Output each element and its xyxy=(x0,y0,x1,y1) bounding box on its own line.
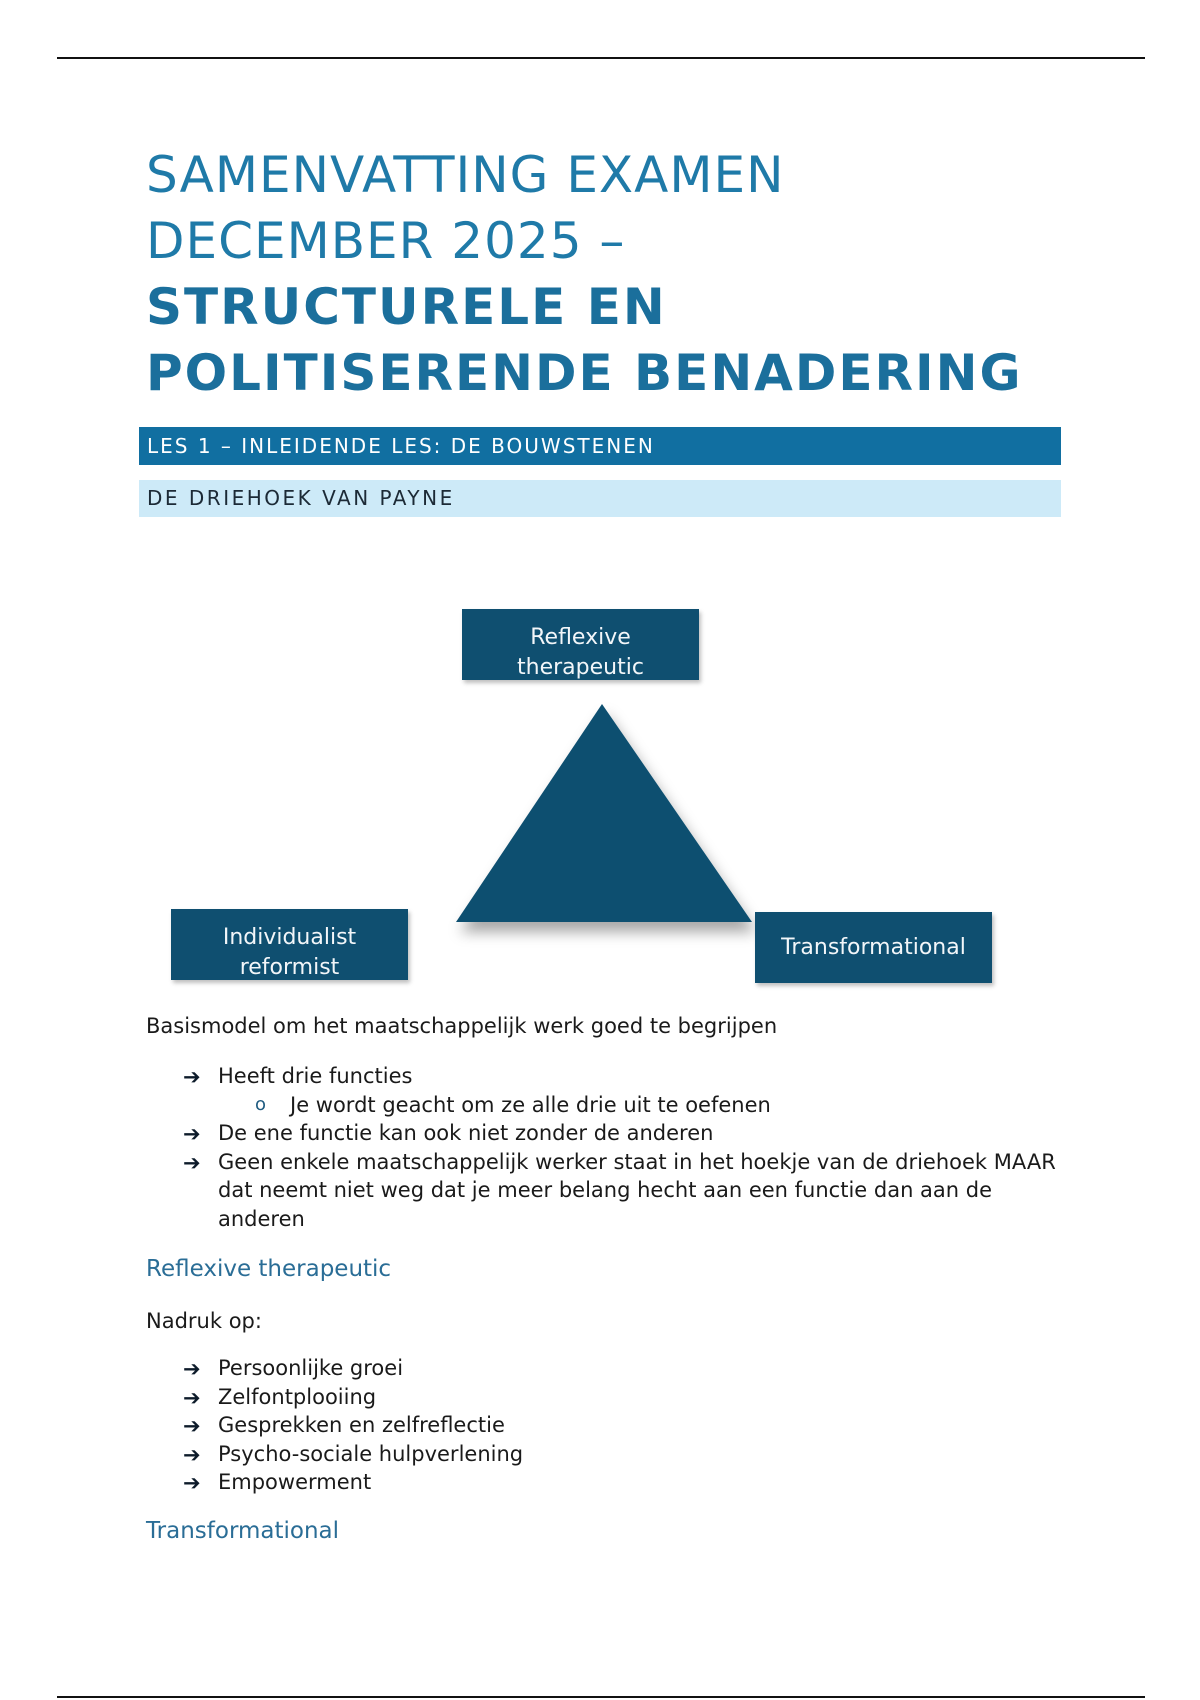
list-item-text: Geen enkele maatschappelijk werker staat in het hoekje van de driehoek MAAR dat neemt niet weg dat je meer belang hecht aan een functie dan aan de anderen xyxy=(218,1149,1056,1231)
node-individualist-reformist xyxy=(171,909,408,980)
list-item xyxy=(183,1062,1063,1119)
arrow-icon: ➔ xyxy=(183,1442,201,1467)
list-item-text: Psycho-sociale hulpverlening xyxy=(218,1441,524,1466)
arrow-icon: ➔ xyxy=(183,1122,201,1146)
sub-list-item-text: Je wordt geacht om ze alle drie uit te oefenen xyxy=(290,1092,771,1117)
list-item-text: Gesprekken en zelfreflectie xyxy=(218,1413,505,1437)
node-left-line-2: reformist xyxy=(239,955,340,980)
title-line-1: SAMENVATTING EXAMEN xyxy=(146,146,785,204)
emphasis-list xyxy=(183,1354,1063,1497)
node-reflexive-therapeutic xyxy=(462,609,699,680)
bottom-rule xyxy=(57,1696,1145,1698)
list-item-text: Persoonlijke groei xyxy=(218,1356,404,1380)
nadruk-label: Nadruk op: xyxy=(146,1309,262,1333)
arrow-icon: ➔ xyxy=(183,1357,201,1381)
sub-list-item xyxy=(218,1091,1063,1120)
node-top-line-2: therapeutic xyxy=(517,655,644,680)
list-item-text: Zelfontplooiing xyxy=(218,1384,377,1409)
arrow-icon: ➔ xyxy=(183,1414,201,1438)
list-item xyxy=(183,1148,1063,1234)
payne-triangle-diagram xyxy=(0,590,1200,1010)
list-item xyxy=(183,1440,1063,1469)
arrow-icon: ➔ xyxy=(183,1150,201,1175)
arrow-icon: ➔ xyxy=(183,1065,201,1089)
list-item-text: De ene functie kan ook niet zonder de anderen xyxy=(218,1121,714,1145)
triangle-shape xyxy=(440,700,770,960)
intro-text: Basismodel om het maatschappelijk werk goed te begrijpen xyxy=(146,1014,778,1038)
sub-list xyxy=(218,1091,1063,1120)
title-line-2: DECEMBER 2025 – xyxy=(146,212,626,270)
heading-driehoek: DE DRIEHOEK VAN PAYNE xyxy=(139,480,1061,517)
triangle-polygon xyxy=(456,704,752,922)
title-line-3: STRUCTURELE EN xyxy=(146,278,667,336)
top-rule xyxy=(57,57,1145,59)
node-left-line-1: Individualist xyxy=(222,925,357,950)
title-line-4: POLITISERENDE BENADERING xyxy=(146,344,1023,402)
list-item xyxy=(183,1119,1063,1148)
heading-reflexive-therapeutic: Reflexive therapeutic xyxy=(146,1256,392,1282)
node-top-line-1: Reflexive xyxy=(530,625,631,650)
heading-les-1: LES 1 – INLEIDENDE LES: DE BOUWSTENEN xyxy=(139,427,1061,465)
document-title xyxy=(146,142,1146,406)
list-item xyxy=(183,1354,1063,1383)
functions-list xyxy=(183,1062,1063,1233)
list-item-text: Heeft drie functies xyxy=(218,1064,413,1088)
circle-bullet-icon: o xyxy=(255,1093,267,1115)
list-item xyxy=(183,1468,1063,1497)
node-transformational: Transformational xyxy=(755,912,992,983)
list-item-text: Empowerment xyxy=(218,1470,372,1494)
arrow-icon: ➔ xyxy=(183,1385,201,1410)
arrow-icon: ➔ xyxy=(183,1471,201,1495)
heading-transformational: Transformational xyxy=(146,1518,340,1544)
list-item xyxy=(183,1383,1063,1412)
list-item xyxy=(183,1411,1063,1440)
